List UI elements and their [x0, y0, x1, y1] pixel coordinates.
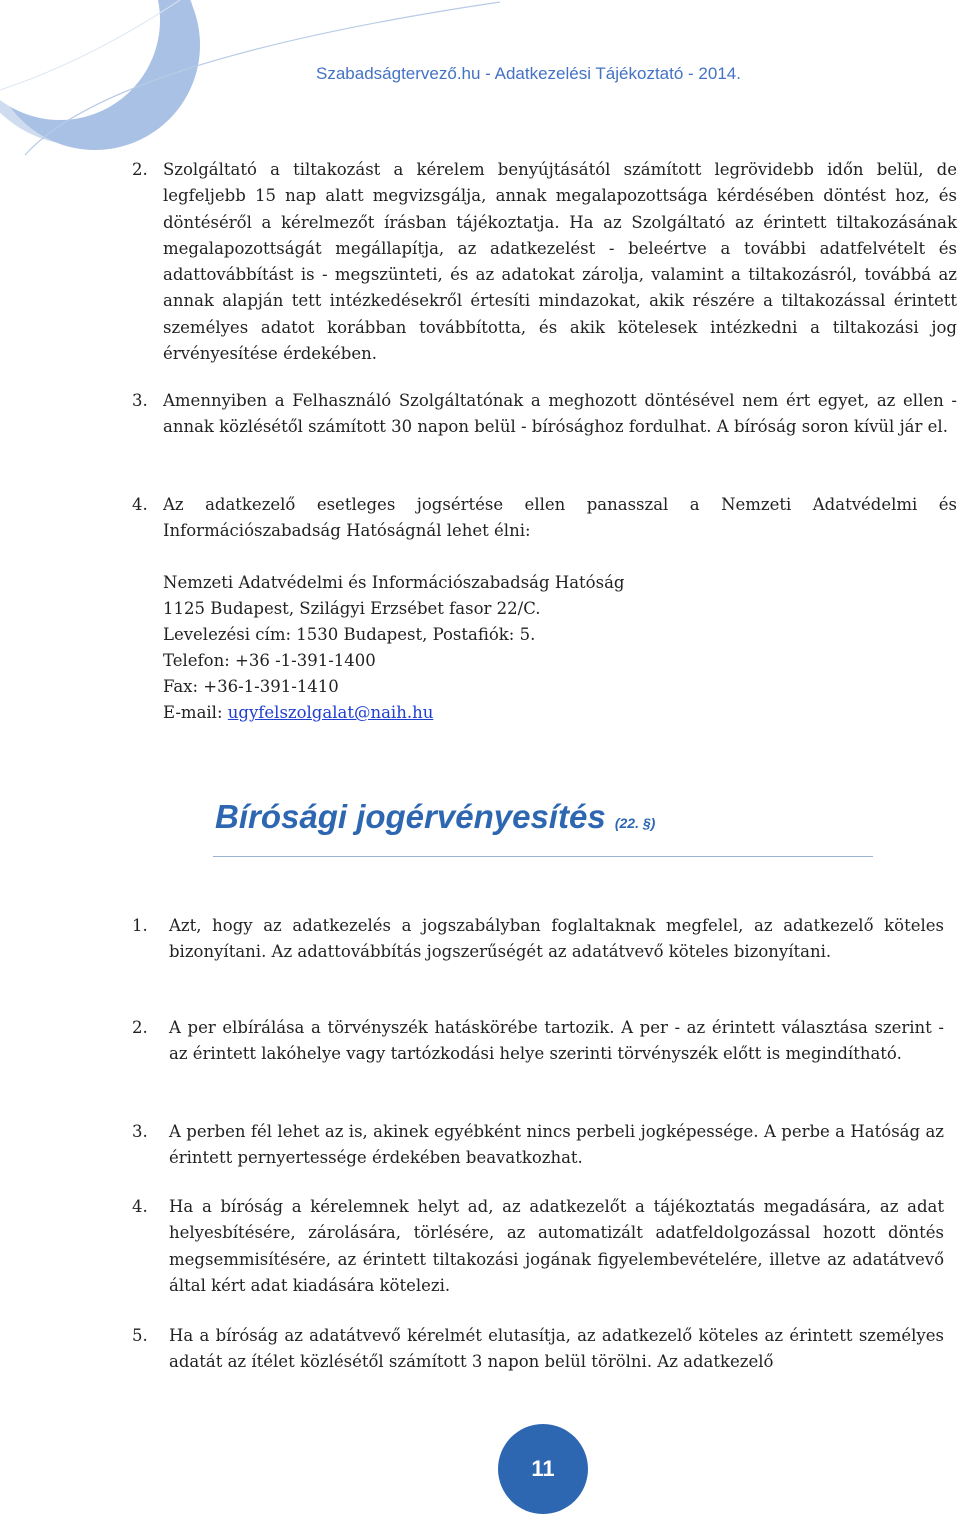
list-item-text: Szolgáltató a tiltakozást a kérelem benyújtásától számított legrövidebb időn belül, de legfeljebb 15 nap alatt megvizsgálja, annak megalapozottsága kérdésében döntést hoz, és döntéséről a kérelmezőt írásban tájékoztatja. Ha az Szolgáltató az érintett tiltakozásának megalapozottságát megállapítja, az adatkezelést - beleértve a további adatfelvételt és adattovábbítást is - megszünteti, és az adatokat zárolja, valamint a tiltakozásról, továbbá az annak alapján tett intézkedésekről értesíti mindazokat, akik részére a tiltakozással érintett személyes adatot korábban továbbította, és akik kötelesek intézkedni a tiltakozási jog érvényesítése érdekében.	[163, 160, 957, 364]
list-item-text: A perben fél lehet az is, akinek egyébként nincs perbeli jogképessége. A perbe a Hatóság az érintett pernyertessége érdekében beavatkozhat.	[169, 1122, 944, 1168]
list-item-text: Amennyiben a Felhasználó Szolgáltatónak a meghozott döntésével nem ért egyet, az ellen - annak közlésétől számított 30 napon belül - bírósághoz fordulhat. A bíróság soron kívül jár el.	[163, 391, 957, 437]
email-link[interactable]: ugyfelszolgalat@naih.hu	[227, 703, 434, 722]
page-number-badge	[498, 1424, 588, 1514]
page-number: 11	[531, 1456, 555, 1481]
address-line-postal: Levelezési cím: 1530 Budapest, Postafiók: 5.	[163, 625, 536, 644]
list-number: 2.	[132, 160, 148, 179]
list-item-text: A per elbírálása a törvényszék hatáskörébe tartozik. A per - az érintett választása szerint - az érintett lakóhelye vagy tartózkodási helye szerinti törvényszék előtt is megindítható.	[169, 1018, 944, 1064]
section-heading-title: Bírósági jogérvényesítés	[215, 798, 606, 835]
section-heading	[215, 798, 655, 836]
address-line-phone: Telefon: +36 -1-391-1400	[163, 651, 376, 670]
list-number: 4.	[132, 495, 148, 514]
list-number: 3.	[132, 1122, 148, 1141]
list-item-text: Azt, hogy az adatkezelés a jogszabályban foglaltaknak megfelel, az adatkezelő köteles bizonyítani. Az adattovábbítás jogszerűségét az adatátvevő köteles bizonyítani.	[169, 916, 944, 962]
list-number: 3.	[132, 391, 148, 410]
list-number: 4.	[132, 1197, 148, 1216]
address-line-email	[163, 700, 433, 726]
section-heading-suffix: (22. §)	[614, 815, 656, 831]
list-item-text: Ha a bíróság az adatátvevő kérelmét elutasítja, az adatkezelő köteles az érintett személyes adatát az ítélet közlésétől számított 3 napon belül törölni. Az adatkezelő	[169, 1326, 944, 1372]
address-line-street: 1125 Budapest, Szilágyi Erzsébet fasor 22/C.	[163, 599, 541, 618]
email-label: E-mail:	[163, 703, 228, 722]
list-item-text: Ha a bíróság a kérelemnek helyt ad, az adatkezelőt a tájékoztatás megadására, az adat helyesbítésére, zárolására, törlésére, az automatizált adatfeldolgozással hozott döntés megsemmisítésére, az érintett tiltakozási jogának figyelembevételére, illetve az adatátvevő által kért adat kiadására kötelezi.	[169, 1197, 944, 1295]
list-number: 5.	[132, 1326, 148, 1345]
address-line-fax: Fax: +36-1-391-1410	[163, 677, 339, 696]
header-title: Szabadságtervező.hu - Adatkezelési Tájékoztató - 2014.	[316, 64, 741, 83]
list-number: 1.	[132, 916, 148, 935]
address-line-name: Nemzeti Adatvédelmi és Információszabadság Hatóság	[163, 573, 625, 592]
list-item-text: Az adatkezelő esetleges jogsértése ellen panasszal a Nemzeti Adatvédelmi és Információszabadság Hatóságnál lehet élni:	[163, 495, 957, 541]
list-number: 2.	[132, 1018, 148, 1037]
heading-divider	[213, 856, 873, 857]
